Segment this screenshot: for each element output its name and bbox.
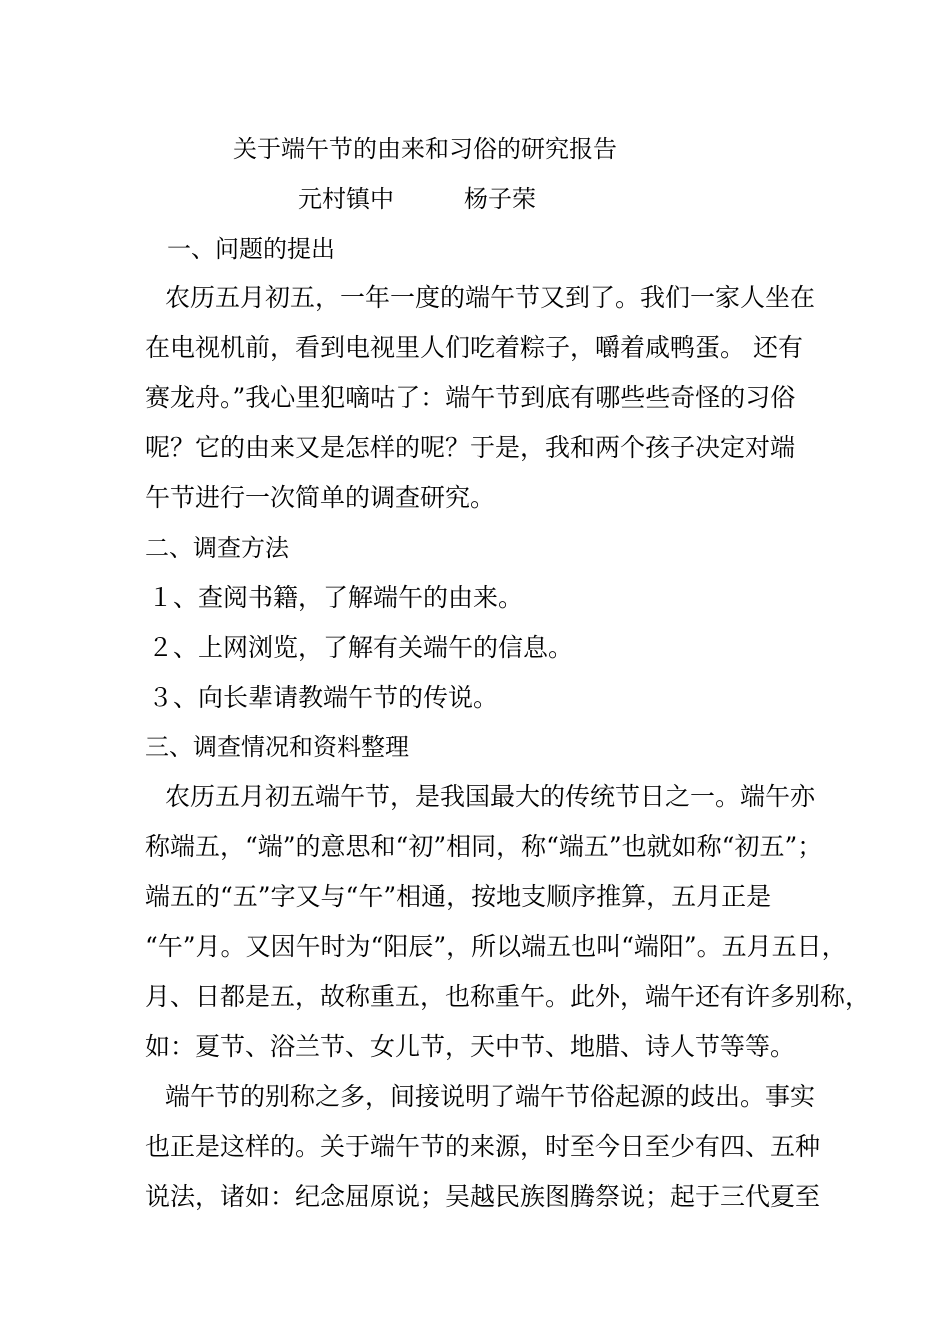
paragraph-line: 也正是这样的。关于端午节的来源，时至今日至少有四、五种	[145, 1132, 821, 1161]
paragraph-line: “午”月。又因午时为“阳辰”，所以端五也叫“端阳”。五月五日，	[145, 932, 847, 961]
paragraph-line: 端午节的别称之多，间接说明了端午节俗起源的歧出。事实	[165, 1082, 816, 1111]
list-item: １、查阅书籍，了解端午的由来。	[148, 583, 524, 612]
document-title: 关于端午节的由来和习俗的研究报告	[233, 135, 617, 163]
author-line	[298, 183, 950, 215]
paragraph-line: 呢？它的由来又是怎样的呢？于是，我和两个孩子决定对端	[145, 433, 796, 462]
author-school: 元村镇中	[298, 185, 394, 213]
list-item: ３、向长辈请教端午节的传说。	[148, 683, 499, 712]
paragraph-line: 如：夏节、浴兰节、女儿节，天中节、地腊、诗人节等等。	[145, 1032, 796, 1061]
paragraph-line: 说法，诸如：纪念屈原说；吴越民族图腾祭说；起于三代夏至	[145, 1182, 821, 1211]
paragraph-line: 赛龙舟。”我心里犯嘀咕了：端午节到底有哪些些奇怪的习俗	[145, 383, 796, 412]
section-heading-2: 二、调查方法	[145, 534, 289, 562]
paragraph-line: 农历五月初五，一年一度的端午节又到了。我们一家人坐在	[165, 283, 816, 312]
paragraph-line: 农历五月初五端午节，是我国最大的传统节日之一。端午亦	[165, 782, 816, 811]
paragraph-line: 端五的“五”字又与“午”相通，按地支顺序推算，五月正是	[145, 882, 772, 911]
section-heading-3: 三、调查情况和资料整理	[145, 733, 409, 761]
paragraph-line: 称端五，“端”的意思和“初”相同，称“端五”也就如称“初五”；	[145, 832, 823, 861]
paragraph-line: 午节进行一次简单的调查研究。	[145, 483, 496, 512]
paragraph-line: 在电视机前，看到电视里人们吃着粽子，嚼着咸鸭蛋。 还有	[145, 333, 803, 362]
author-name: 杨子荣	[464, 185, 536, 213]
section-heading-1: 一、问题的提出	[167, 235, 335, 263]
list-item: ２、上网浏览，了解有关端午的信息。	[148, 633, 574, 662]
paragraph-line: 月、日都是五，故称重五，也称重午。此外，端午还有许多别称，	[145, 982, 871, 1011]
